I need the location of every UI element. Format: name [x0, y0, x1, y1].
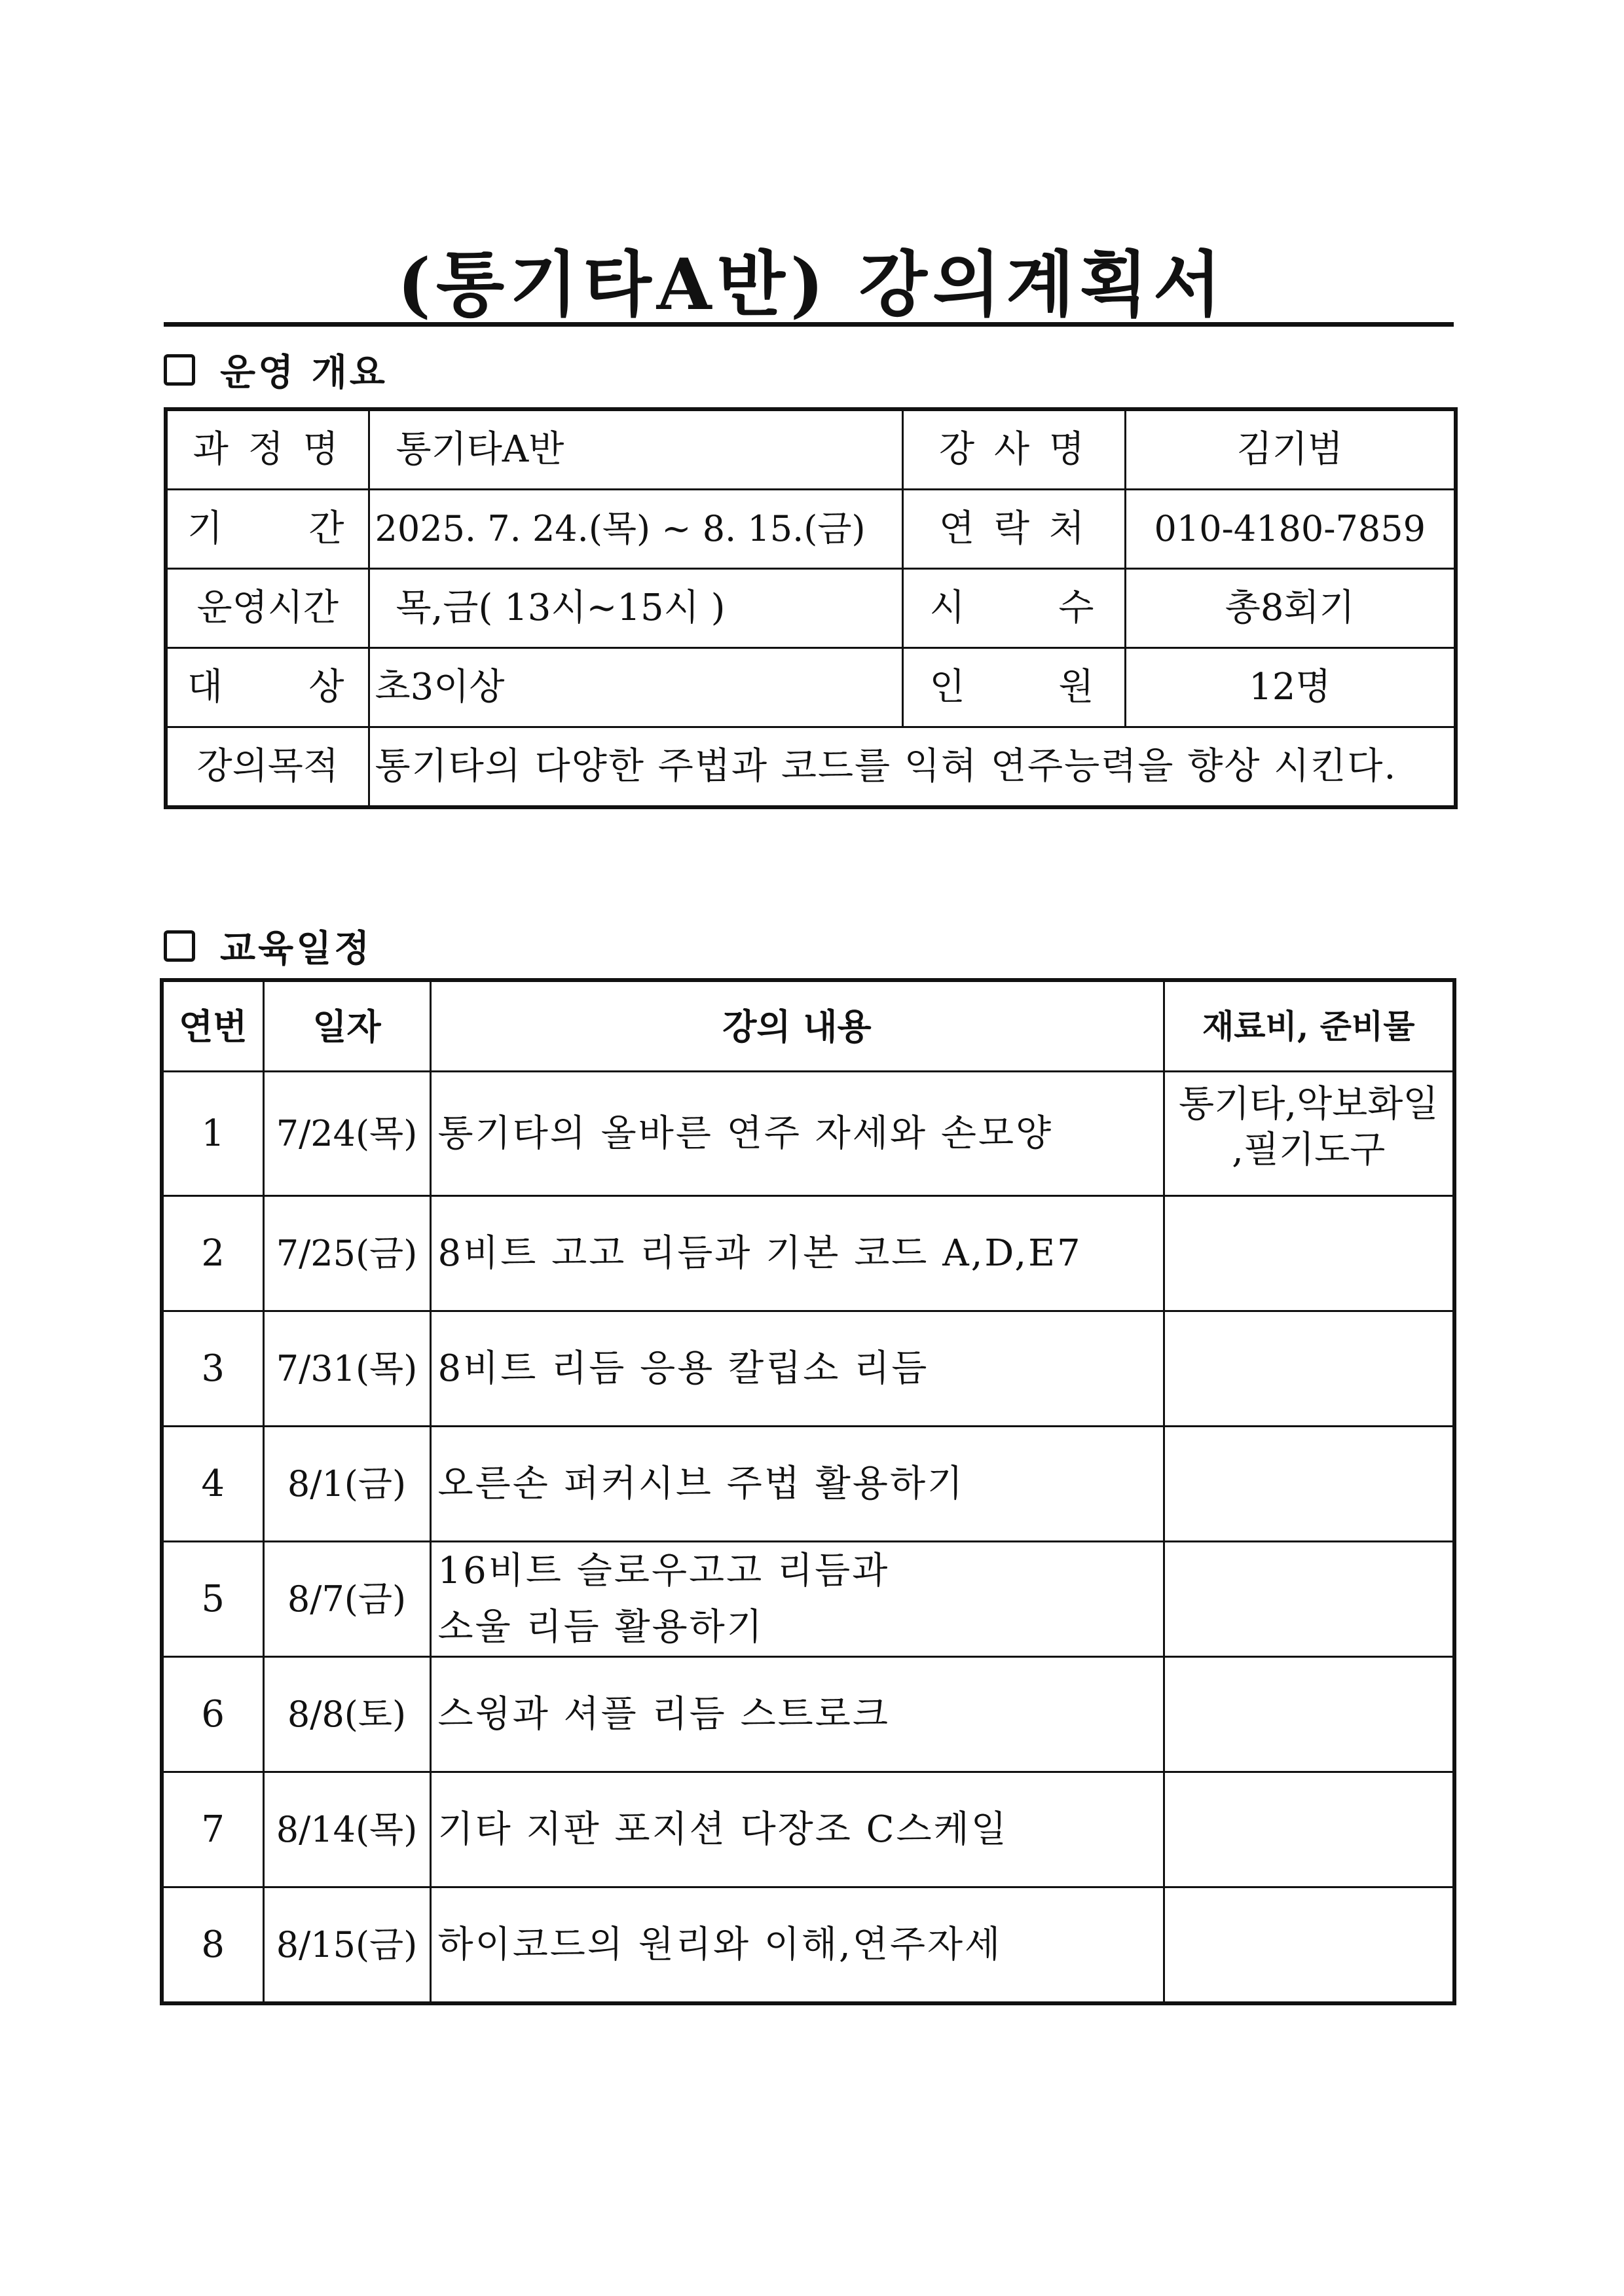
row-no: 7	[162, 1772, 263, 1887]
table-row	[162, 1772, 1454, 1887]
row-material	[1164, 1072, 1454, 1196]
table-row	[162, 1196, 1454, 1311]
row-content-line1: 오른손 퍼커시브 주법 활용하기	[437, 1462, 965, 1505]
row-content	[430, 1427, 1164, 1542]
target-label: 대 상	[166, 648, 369, 727]
row-content-line1: 스윙과 셔플 리듬 스트로크	[437, 1692, 890, 1736]
course-value: 통기타A반	[369, 409, 902, 490]
checkbox-icon	[164, 354, 195, 386]
checkbox-icon	[164, 930, 195, 962]
contact-value: 010-4180-7859	[1125, 490, 1456, 569]
row-date: 7/31(목)	[263, 1311, 430, 1427]
instructor-value: 김기범	[1125, 409, 1456, 490]
header-no: 연번	[162, 980, 263, 1072]
schedule-table	[160, 978, 1456, 2005]
row-no: 4	[162, 1427, 263, 1542]
row-no: 1	[162, 1072, 263, 1196]
row-date: 8/14(목)	[263, 1772, 430, 1887]
table-row	[162, 1542, 1454, 1657]
row-date: 8/1(금)	[263, 1427, 430, 1542]
row-date: 8/8(토)	[263, 1657, 430, 1772]
row-date: 7/25(금)	[263, 1196, 430, 1311]
sessions-label: 시 수	[902, 569, 1125, 648]
table-row	[162, 1887, 1454, 2004]
target-value: 초3이상	[369, 648, 902, 727]
row-material-line1: 통기타,악보화일	[1179, 1083, 1439, 1125]
header-date: 일자	[263, 980, 430, 1072]
row-content	[430, 1072, 1164, 1196]
row-material	[1164, 1196, 1454, 1311]
row-material	[1164, 1887, 1454, 2004]
row-material	[1164, 1772, 1454, 1887]
row-content	[430, 1311, 1164, 1427]
table-row	[162, 1072, 1454, 1196]
row-content-line1: 하이코드의 원리와 이해,연주자세	[437, 1923, 1003, 1966]
row-content-line2: 소울 리듬 활용하기	[437, 1605, 764, 1649]
row-content	[430, 1772, 1164, 1887]
section-overview-label: 운영 개요	[220, 351, 388, 394]
row-content-line1: 8비트 고고 리듬과 기본 코드 A,D,E7	[437, 1231, 1082, 1275]
overview-row-course	[166, 409, 1456, 490]
row-no: 3	[162, 1311, 263, 1427]
sessions-value: 총8회기	[1125, 569, 1456, 648]
row-content-line1: 16비트 슬로우고고 리듬과	[437, 1549, 890, 1592]
row-content-line1: 통기타의 올바른 연주 자세와 손모양	[437, 1112, 1054, 1155]
row-material	[1164, 1427, 1454, 1542]
document-title: (통기타A반) 강의계획서	[397, 244, 1227, 326]
row-no: 5	[162, 1542, 263, 1657]
course-label: 과 정 명	[166, 409, 369, 490]
row-content	[430, 1196, 1164, 1311]
overview-table	[164, 407, 1458, 809]
table-row	[162, 1427, 1454, 1542]
schedule-body	[162, 1072, 1454, 2004]
purpose-value: 통기타의 다양한 주법과 코드를 익혀 연주능력을 향상 시킨다.	[369, 727, 1456, 808]
header-content: 강의 내용	[430, 980, 1164, 1072]
capacity-value: 12명	[1125, 648, 1456, 727]
hours-label: 운영시간	[166, 569, 369, 648]
row-material	[1164, 1657, 1454, 1772]
row-material-line2: ,필기도구	[1232, 1129, 1386, 1171]
row-content-line1: 기타 지판 포지션 다장조 C스케일	[437, 1808, 1008, 1851]
period-value: 2025. 7. 24.(목) ~ 8. 15.(금)	[369, 490, 902, 569]
capacity-label: 인 원	[902, 648, 1125, 727]
overview-row-period	[166, 490, 1456, 569]
row-material	[1164, 1311, 1454, 1427]
schedule-header-row	[162, 980, 1454, 1072]
overview-row-purpose	[166, 727, 1456, 808]
overview-row-target	[166, 648, 1456, 727]
overview-row-hours	[166, 569, 1456, 648]
row-content	[430, 1887, 1164, 2004]
row-date: 8/7(금)	[263, 1542, 430, 1657]
instructor-label: 강 사 명	[902, 409, 1125, 490]
period-label: 기 간	[166, 490, 369, 569]
section-schedule-heading	[164, 920, 372, 972]
section-overview-heading	[164, 344, 388, 396]
row-content	[430, 1657, 1164, 1772]
row-no: 8	[162, 1887, 263, 2004]
contact-label: 연 락 처	[902, 490, 1125, 569]
hours-value: 목,금( 13시~15시 )	[369, 569, 902, 648]
row-content	[430, 1542, 1164, 1657]
table-row	[162, 1311, 1454, 1427]
row-material	[1164, 1542, 1454, 1657]
row-content-line1: 8비트 리듬 응용 칼립소 리듬	[437, 1347, 929, 1390]
table-row	[162, 1657, 1454, 1772]
row-date: 8/15(금)	[263, 1887, 430, 2004]
header-material: 재료비, 준비물	[1164, 980, 1454, 1072]
row-date: 7/24(목)	[263, 1072, 430, 1196]
purpose-label: 강의목적	[166, 727, 369, 808]
row-no: 2	[162, 1196, 263, 1311]
row-no: 6	[162, 1657, 263, 1772]
title-underline	[164, 322, 1454, 327]
section-schedule-label: 교육일정	[220, 927, 373, 970]
